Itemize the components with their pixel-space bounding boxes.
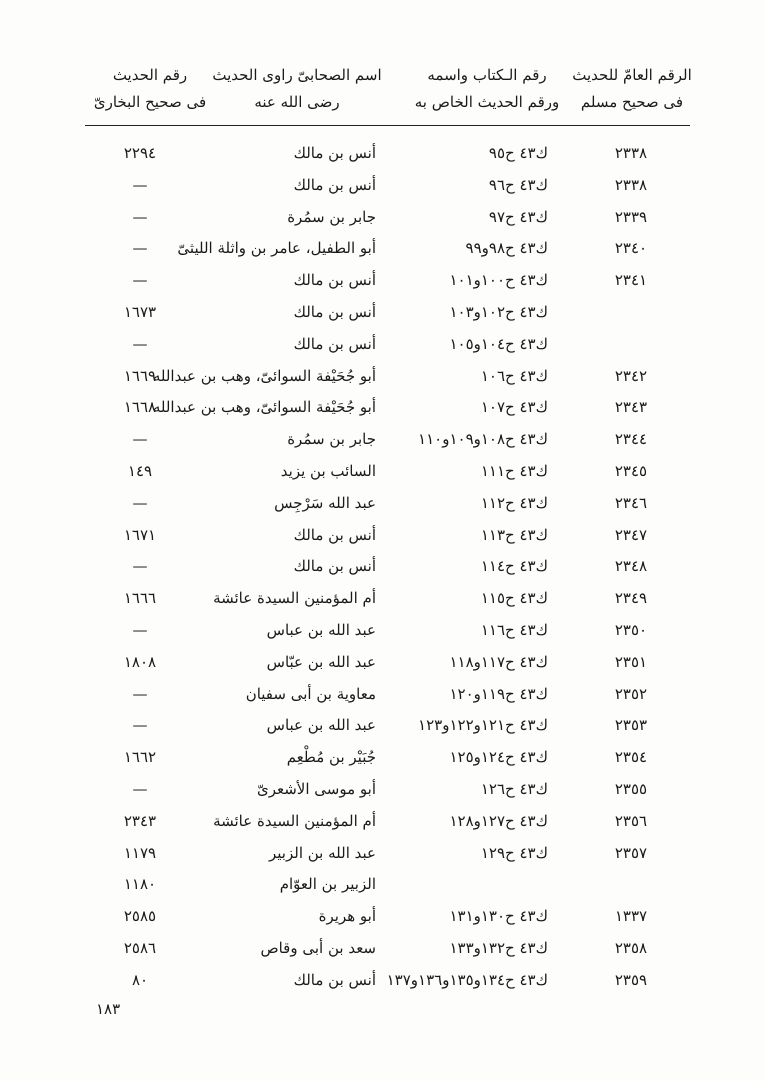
bukhari-number-cell: — xyxy=(132,557,148,576)
muslim-number-cell: ٢٣٥٢ xyxy=(614,684,648,703)
narrator-cell: معاوية بن أبى سفيان xyxy=(245,684,376,703)
header-muslim-number-line1: الرقم العامّ للحديث xyxy=(572,66,692,84)
narrator-cell: أنس بن مالك xyxy=(293,271,376,290)
bukhari-number-cell: ١٦٦٩ xyxy=(123,366,157,385)
muslim-number-cell: ٢٣٤٤ xyxy=(614,430,648,449)
header-narrator-line2: رضى الله عنه xyxy=(254,93,340,111)
muslim-number-cell: ٢٣٤١ xyxy=(614,271,648,290)
bukhari-number-cell: ١٦٦٨ xyxy=(123,398,157,417)
bukhari-number-cell: — xyxy=(132,430,148,449)
table-row xyxy=(88,363,688,395)
narrator-cell: أبو جُحَيْفة السوائىّ، وهب بن عبدالله xyxy=(152,366,376,385)
book-ref-cell: ك٤٣ ح١٠٨و١٠٩و١١٠ xyxy=(418,430,548,449)
bukhari-number-cell: ٢٥٨٦ xyxy=(123,938,157,957)
bukhari-number-cell: ٢٥٨٥ xyxy=(123,907,157,926)
bukhari-number-cell: — xyxy=(132,239,148,258)
book-ref-cell: ك٤٣ ح١١٦ xyxy=(480,620,548,639)
book-ref-cell: ك٤٣ ح١٠٧ xyxy=(480,398,548,417)
bukhari-number-cell: ١١٧٩ xyxy=(123,843,157,862)
book-ref-cell: ك٤٣ ح١٣٠و١٣١ xyxy=(449,907,548,926)
bukhari-number-cell: — xyxy=(132,620,148,639)
book-ref-cell: ك٤٣ ح١١٤ xyxy=(480,557,548,576)
book-ref-cell: ك٤٣ ح١١٩و١٢٠ xyxy=(449,684,548,703)
book-ref-cell: ك٤٣ ح١٢٩ xyxy=(480,843,548,862)
book-ref-cell: ك٤٣ ح١٣٢و١٣٣ xyxy=(449,938,548,957)
header-book-ref-line1: رقم الـكتاب واسمه xyxy=(427,66,547,84)
muslim-number-cell: ٢٣٤٦ xyxy=(614,493,648,512)
bukhari-number-cell: — xyxy=(132,175,148,194)
narrator-cell: أنس بن مالك xyxy=(293,557,376,576)
narrator-cell: جابر بن سمُرة xyxy=(287,207,376,226)
table-row xyxy=(88,426,688,458)
bukhari-number-cell: ٢٣٤٣ xyxy=(123,811,157,830)
table-row xyxy=(88,903,688,935)
table-row xyxy=(88,967,688,999)
bukhari-number-cell: ١٤٩ xyxy=(127,461,153,480)
table-row xyxy=(88,299,688,331)
bukhari-number-cell: ١٦٧٣ xyxy=(123,302,157,321)
muslim-number-cell: ١٣٣٧ xyxy=(614,907,648,926)
book-ref-cell: ك٤٣ ح١٢٧و١٢٨ xyxy=(449,811,548,830)
muslim-number-cell: ٢٣٥٩ xyxy=(614,970,648,989)
book-ref-cell: ك٤٣ ح١١٥ xyxy=(480,589,548,608)
bukhari-number-cell: — xyxy=(132,271,148,290)
muslim-number-cell: ٢٣٣٩ xyxy=(614,207,648,226)
muslim-number-cell: ٢٣٥٥ xyxy=(614,779,648,798)
book-ref-cell: ك٤٣ ح٩٦ xyxy=(488,175,548,194)
header-muslim-number-line2: فى صحيح مسلم xyxy=(580,93,684,111)
book-ref-cell: ك٤٣ ح١١١ xyxy=(480,461,548,480)
bukhari-number-cell: ١٦٦٢ xyxy=(123,748,157,767)
table-row xyxy=(88,712,688,744)
table-row xyxy=(88,681,688,713)
book-ref-cell: ك٤٣ ح١١٢ xyxy=(480,493,548,512)
narrator-cell: عبد الله بن عباس xyxy=(266,620,376,639)
table-row xyxy=(88,267,688,299)
muslim-number-cell: ٢٣٥٦ xyxy=(614,811,648,830)
header-narrator xyxy=(202,62,392,116)
muslim-number-cell: ٢٣٤٠ xyxy=(614,239,648,258)
bukhari-number-cell: — xyxy=(132,207,148,226)
table-row xyxy=(88,235,688,267)
page-number: ١٨٣ xyxy=(96,1000,121,1018)
narrator-cell: أم المؤمنين السيدة عائشة xyxy=(213,811,376,830)
bukhari-number-cell: ٢٢٩٤ xyxy=(123,144,157,162)
muslim-number-cell: ٢٣٥١ xyxy=(614,652,648,671)
header-bukhari-number xyxy=(90,62,210,116)
muslim-number-cell: ٢٣٥٨ xyxy=(614,938,648,957)
book-ref-cell: ك٤٣ ح٩٥ xyxy=(488,144,548,162)
table-row xyxy=(88,840,688,872)
narrator-cell: سعد بن أبى وقاص xyxy=(260,938,376,957)
book-ref-cell: ك٤٣ ح١٢٦ xyxy=(480,779,548,798)
table-row xyxy=(88,204,688,236)
table-row xyxy=(88,140,688,172)
book-ref-cell: ك٤٣ ح١٠٠و١٠١ xyxy=(449,271,548,290)
table-header xyxy=(88,62,692,122)
narrator-cell: أبو هريرة xyxy=(318,907,376,926)
bukhari-number-cell: ١٨٠٨ xyxy=(123,652,157,671)
table-row xyxy=(88,649,688,681)
narrator-cell: أبو موسى الأشعرىّ xyxy=(256,779,376,798)
muslim-number-cell: ٢٣٤٢ xyxy=(614,366,648,385)
narrator-cell: أنس بن مالك xyxy=(293,525,376,544)
table-row xyxy=(88,808,688,840)
table-row xyxy=(88,744,688,776)
header-book-ref xyxy=(402,62,572,116)
bukhari-number-cell: ١١٨٠ xyxy=(123,875,157,894)
book-ref-cell: ك٤٣ ح١٣٤و١٣٥و١٣٦و١٣٧ xyxy=(386,970,548,989)
header-muslim-number xyxy=(572,62,692,116)
table-row xyxy=(88,935,688,967)
narrator-cell: الزبير بن العوّام xyxy=(279,875,376,894)
muslim-number-cell: ٢٣٣٨ xyxy=(614,175,648,194)
book-ref-cell: ك٤٣ ح١٢١و١٢٢و١٢٣ xyxy=(418,716,548,735)
header-divider xyxy=(85,125,690,126)
muslim-number-cell: ٢٣٥٧ xyxy=(614,843,648,862)
narrator-cell: جابر بن سمُرة xyxy=(287,430,376,449)
narrator-cell: أبو الطفيل، عامر بن واثلة الليثىّ xyxy=(177,239,376,258)
narrator-cell: السائب بن يزيد xyxy=(280,461,376,480)
table-row xyxy=(88,458,688,490)
narrator-cell: عبد الله سَرْجِس xyxy=(274,493,376,512)
table-row xyxy=(88,394,688,426)
table-row xyxy=(88,172,688,204)
muslim-number-cell: ٢٣٣٨ xyxy=(614,144,648,162)
narrator-cell: أنس بن مالك xyxy=(293,970,376,989)
bukhari-number-cell: — xyxy=(132,334,148,353)
muslim-number-cell: ٢٣٤٨ xyxy=(614,557,648,576)
book-ref-cell: ك٤٣ ح١١٧و١١٨ xyxy=(449,652,548,671)
narrator-cell: أنس بن مالك xyxy=(293,302,376,321)
bukhari-number-cell: — xyxy=(132,684,148,703)
narrator-cell: عبد الله بن عباس xyxy=(266,716,376,735)
muslim-number-cell: ٢٣٥٤ xyxy=(614,748,648,767)
bukhari-number-cell: — xyxy=(132,779,148,798)
table-row xyxy=(88,585,688,617)
narrator-cell: أم المؤمنين السيدة عائشة xyxy=(213,589,376,608)
narrator-cell: أنس بن مالك xyxy=(293,175,376,194)
table-row xyxy=(88,331,688,363)
header-bukhari-number-line2: فى صحيح البخارىّ xyxy=(93,93,207,111)
header-narrator-line1: اسم الصحابىّ راوى الحديث xyxy=(212,66,382,84)
narrator-cell: عبد الله بن الزبير xyxy=(269,843,376,862)
header-bukhari-number-line1: رقم الحديث xyxy=(112,66,188,84)
table-row xyxy=(88,871,688,903)
bukhari-number-cell: ١٦٦٦ xyxy=(123,589,157,608)
header-book-ref-line2: ورقم الحديث الخاص به xyxy=(414,93,560,111)
narrator-cell: أبو جُحَيْفة السوائىّ، وهب بن عبدالله xyxy=(152,398,376,417)
book-ref-cell: ك٤٣ ح٩٨و٩٩ xyxy=(465,239,548,258)
book-ref-cell: ك٤٣ ح١٠٤و١٠٥ xyxy=(449,334,548,353)
book-ref-cell: ك٤٣ ح١٠٦ xyxy=(480,366,548,385)
muslim-number-cell: ٢٣٤٣ xyxy=(614,398,648,417)
muslim-number-cell: ٢٣٥٣ xyxy=(614,716,648,735)
book-ref-cell: ك٤٣ ح١٢٤و١٢٥ xyxy=(449,748,548,767)
muslim-number-cell: ٢٣٤٧ xyxy=(614,525,648,544)
narrator-cell: أنس بن مالك xyxy=(293,144,376,162)
table-row xyxy=(88,617,688,649)
book-ref-cell: ك٤٣ ح٩٧ xyxy=(488,207,548,226)
book-ref-cell: ك٤٣ ح١٠٢و١٠٣ xyxy=(449,302,548,321)
bukhari-number-cell: — xyxy=(132,716,148,735)
muslim-number-cell: ٢٣٤٩ xyxy=(614,589,648,608)
table-row xyxy=(88,553,688,585)
table-row xyxy=(88,522,688,554)
narrator-cell: عبد الله بن عبّاس xyxy=(266,652,376,671)
bukhari-number-cell: — xyxy=(132,493,148,512)
bukhari-number-cell: ٨٠ xyxy=(131,970,149,989)
muslim-number-cell: ٢٣٥٠ xyxy=(614,620,648,639)
book-ref-cell: ك٤٣ ح١١٣ xyxy=(480,525,548,544)
muslim-number-cell: ٢٣٤٥ xyxy=(614,461,648,480)
bukhari-number-cell: ١٦٧١ xyxy=(123,525,157,544)
table-row xyxy=(88,490,688,522)
narrator-cell: أنس بن مالك xyxy=(293,334,376,353)
table-row xyxy=(88,776,688,808)
narrator-cell: جُبَيْر بن مُطْعِم xyxy=(286,748,376,767)
table-body xyxy=(88,140,688,999)
